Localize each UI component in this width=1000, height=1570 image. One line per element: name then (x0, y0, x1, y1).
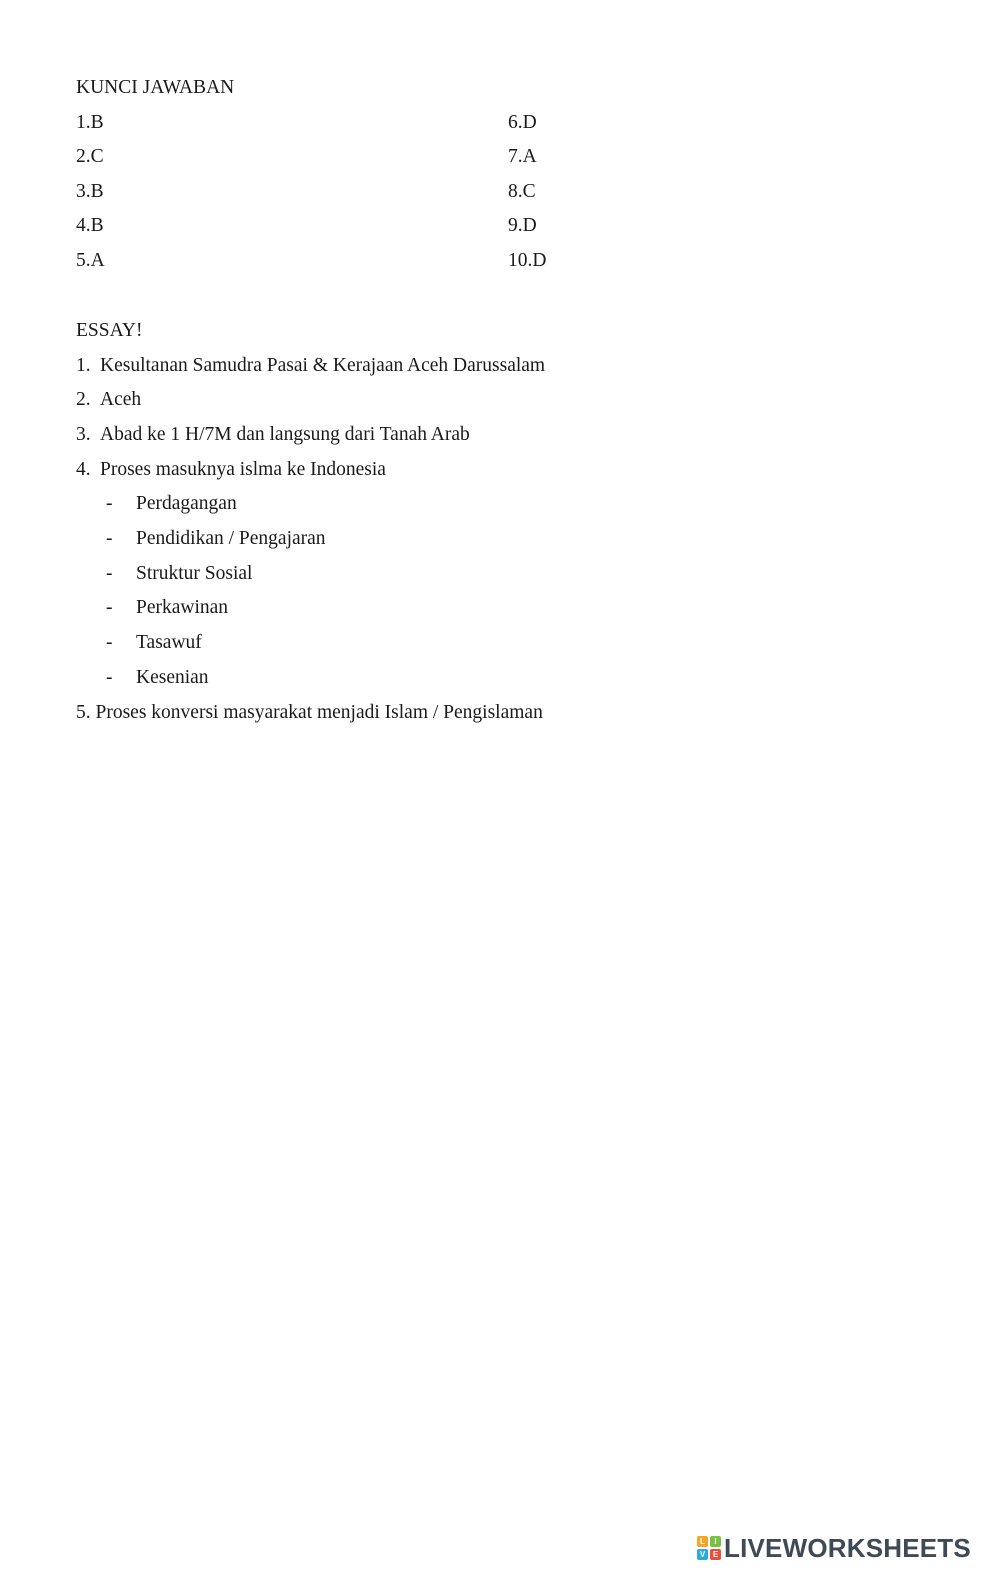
answer-key-item: 9.D (508, 215, 537, 236)
essay-item-number: 4. (76, 459, 91, 480)
subitem-text: Tasawuf (136, 632, 202, 653)
subitem-text: Perdagangan (136, 493, 237, 514)
logo-letter: V (697, 1549, 708, 1560)
subitem-dash: - (106, 493, 113, 514)
answer-key-item: 5.A (76, 250, 105, 271)
essay-item-last: 5. Proses konversi masyarakat menjadi Islam / Pengislaman (76, 702, 543, 723)
essay-item-number: 3. (76, 424, 91, 445)
essay-item-text: Abad ke 1 H/7M dan langsung dari Tanah Arab (100, 424, 470, 445)
answer-key-item: 4.B (76, 215, 104, 236)
essay-item-number: 1. (76, 355, 91, 376)
subitem-dash: - (106, 667, 113, 688)
liveworksheets-logo (697, 1532, 971, 1563)
answer-key-item: 6.D (508, 112, 537, 133)
subitem-dash: - (106, 597, 113, 618)
essay-item-text: Aceh (100, 389, 142, 410)
answer-key-item: 1.B (76, 112, 104, 133)
essay-item-text: Proses masuknya islma ke Indonesia (100, 459, 386, 480)
essay-item-number: 2. (76, 389, 91, 410)
logo-text: LIVEWORKSHEETS (724, 1532, 971, 1563)
logo-letter: E (710, 1549, 721, 1560)
answer-key-item: 2.C (76, 146, 104, 167)
subitem-text: Perkawinan (136, 597, 229, 618)
subitem-dash: - (106, 563, 113, 584)
subitem-dash: - (106, 528, 113, 549)
subitem-text: Kesenian (136, 667, 209, 688)
answer-key-title: KUNCI JAWABAN (76, 77, 235, 98)
answer-key-item: 10.D (508, 250, 547, 271)
subitem-dash: - (106, 632, 113, 653)
logo-letter: I (710, 1536, 721, 1547)
answer-key-item: 3.B (76, 181, 104, 202)
essay-title: ESSAY! (76, 320, 143, 341)
essay-item-text: Kesultanan Samudra Pasai & Kerajaan Aceh Darussalam (100, 355, 546, 376)
logo-letter: L (697, 1536, 708, 1547)
subitem-text: Struktur Sosial (136, 563, 253, 584)
subitem-text: Pendidikan / Pengajaran (136, 528, 326, 549)
answer-key-item: 8.C (508, 181, 536, 202)
answer-key-item: 7.A (508, 146, 537, 167)
logo-grid-icon (697, 1536, 721, 1560)
